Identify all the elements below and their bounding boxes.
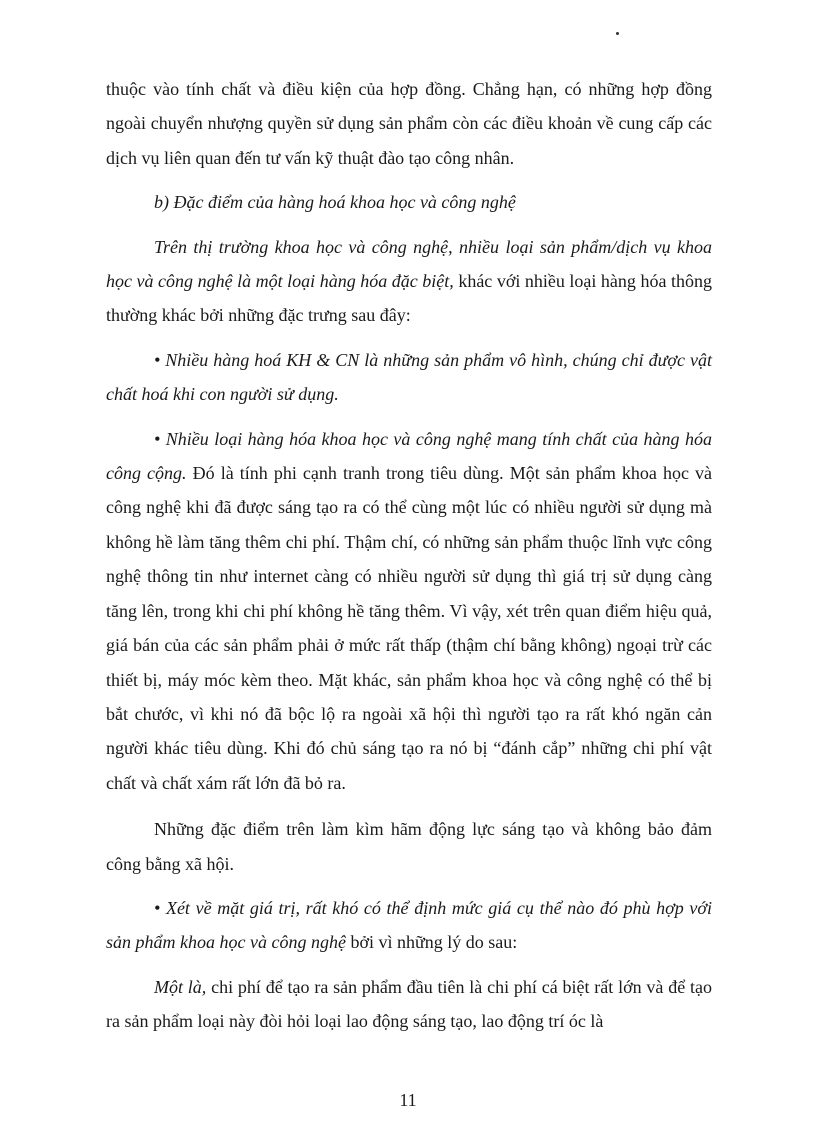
bullet-public-goods-normal: Đó là tính phi cạnh tranh trong tiêu dùng. Một sản phẩm khoa học và công nghệ khi đã được sáng tạo ra có thể cùng một lúc có nhiều người sử dụng mà không hề làm tăng thêm chi phí. Thậm chí, có những sản phẩm thuộc lĩnh vực công nghệ thông tin như internet càng có nhiều người sử dụng thì giá trị sử dụng càng tăng lên, trong khi chi phí không hề tăng thêm. Vì vậy, xét trên quan điểm hiệu quả, giá bán của các sản phẩm phải ở mức rất thấp (thậm chí bằng không) ngoại trừ các thiết bị, máy móc kèm theo. Mặt khác, sản phẩm khoa học và công nghệ có thể bị bắt chước, vì khi nó đã bộc lộ ra ngoài xã hội thì người tạo ra rất khó ngăn cản người khác tiêu dùng. Khi đó chủ sáng tạo ra nó bị “đánh cắp” những chi phí vật chất và chất xám rất lớn đã bỏ ra. — [106, 463, 713, 793]
first-reason-italic: Một là, — [154, 976, 207, 997]
paragraph-continuation: thuộc vào tính chất và điều kiện của hợp đồng. Chẳng hạn, có những hợp đồng ngoài chuyển nhượng quyền sử dụng sản phẩm còn các điều khoản về cung cấp các dịch vụ liên quan đến tư vấn kỹ thuật đào tạo công nhân. — [106, 79, 712, 168]
page-number: 11 — [399, 1090, 417, 1110]
bullet-public-goods-italic: • Nhiều loại hàng hóa khoa học và công nghệ mang tính chất của hàng hóa công cộng. — [106, 428, 712, 484]
intro-normal: khác với nhiều loại hàng hóa thông thường khác bởi những đặc trưng sau đây: — [106, 271, 712, 326]
intro-italic: Trên thị trường khoa học và công nghệ, nhiều loại sản phẩm/dịch vụ khoa học và công nghệ là một loại hàng hóa đặc biệt, — [106, 236, 712, 292]
bullet-intangible: • Nhiều hàng hoá KH & CN là những sản phẩm vô hình, chúng chỉ được vật chất hoá khi con người sử dụng. — [106, 349, 712, 405]
scan-speck — [616, 32, 619, 35]
paragraph-first-reason — [106, 970, 712, 1039]
bullet-value-italic: • Xét về mặt giá trị, rất khó có thể định mức giá cụ thể nào đó phù hợp với sản phẩm khoa học và công nghệ — [106, 897, 712, 953]
paragraph-intro — [106, 230, 712, 333]
paragraph-consequence: Những đặc điểm trên làm kìm hãm động lực sáng tạo và không bảo đảm công bằng xã hội. — [106, 819, 712, 874]
bullet-public-goods — [106, 422, 712, 800]
section-heading: b) Đặc điểm của hàng hoá khoa học và công nghệ — [154, 192, 516, 213]
bullet-value — [106, 891, 712, 960]
body-text — [106, 72, 712, 1039]
first-reason-normal: chi phí để tạo ra sản phẩm đầu tiên là chi phí cá biệt rất lớn và để tạo ra sản phẩm loại này đòi hỏi loại lao động sáng tạo, lao động trí óc là — [106, 976, 713, 1032]
bullet-value-normal: bởi vì những lý do sau: — [345, 932, 518, 953]
